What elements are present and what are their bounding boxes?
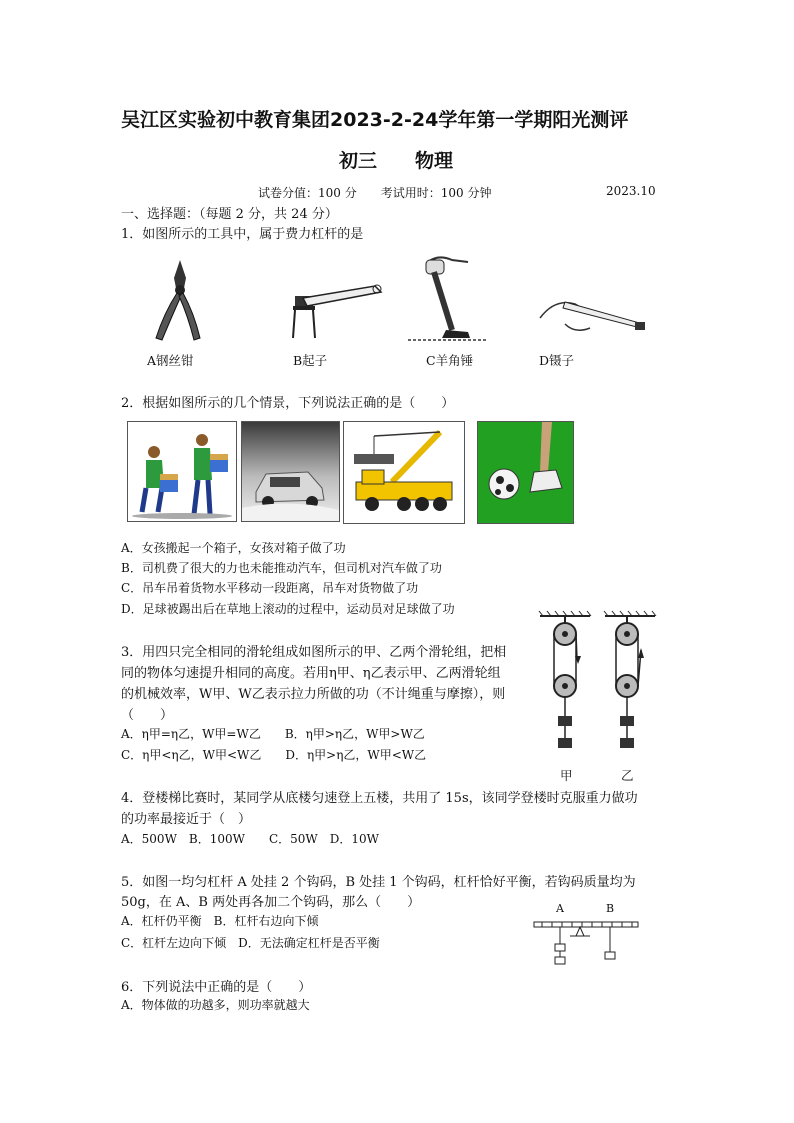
pliers-illustration [150, 258, 210, 343]
exam-date: 2023.10 [606, 184, 656, 198]
q4-line-2: 的功率最接近于（ ） [121, 812, 252, 827]
section-heading: 一、选择题：（每题 2 分，共 24 分） [121, 207, 338, 222]
car-in-snow-photo [241, 421, 340, 522]
q1-option-a-label: A钢丝钳 [147, 353, 194, 368]
q5-options-row-1: A．杠杆仍平衡 B．杠杆右边向下倾 [121, 914, 319, 928]
q1-stem: 1．如图所示的工具中，属于费力杠杆的是 [121, 227, 364, 242]
lever-diagram [532, 912, 642, 974]
q1-option-b-label: B起子 [293, 353, 328, 368]
q2-option-b: B．司机费了很大的力也未能推动汽车，但司机对汽车做了功 [121, 561, 442, 575]
q2-stem: 2．根据如图所示的几个情景，下列说法正确的是（ ） [121, 396, 455, 411]
lever-label-b: B [606, 902, 615, 915]
girl-lifting-box-photo [127, 421, 237, 522]
q6-option-a: A．物体做的功越多，则功率就越大 [121, 998, 310, 1012]
tweezers-illustration [535, 288, 650, 338]
q3-line-1: 3．用四只完全相同的滑轮组成如图所示的甲、乙两个滑轮组，把相 [121, 645, 507, 660]
q5-line-1: 5．如图一均匀杠杆 A 处挂 2 个钩码，B 处挂 1 个钩码，杠杆恰好平衡，若钩码质量均为 [121, 875, 636, 890]
q3-line-2: 同的物体匀速提升相同的高度。若用η甲、η乙表示甲、乙两滑轮组 [121, 666, 501, 681]
q5-line-2: 50g，在 A、B 两处再各加二个钩码，那么（ ） [121, 895, 421, 910]
exam-subtitle: 初三 物理 [339, 150, 454, 172]
q3-line-4: （ ） [121, 708, 174, 723]
q4-line-1: 4．登楼梯比赛时，某同学从底楼匀速登上五楼，共用了 15s，该同学登楼时克服重力做功 [121, 791, 638, 806]
claw-hammer-illustration [408, 252, 488, 347]
crane-truck-photo [343, 421, 465, 524]
pulley-label-jia: 甲 [560, 768, 573, 783]
q4-options: A．500W B．100W C．50W D．10W [121, 832, 379, 846]
exam-info: 试卷分值：100 分 考试用时：100 分钟 [258, 186, 492, 200]
q1-option-c-label: C羊角锤 [426, 353, 474, 368]
bottle-opener-illustration [285, 280, 385, 340]
exam-title: 吴江区实验初中教育集团2023-2-24学年第一学期阳光测评 [121, 109, 629, 131]
q2-option-d: D．足球被踢出后在草地上滚动的过程中，运动员对足球做了功 [121, 602, 455, 616]
lever-label-a: A [556, 902, 564, 915]
q3-line-3: 的机械效率，W甲、W乙表示拉力所做的功（不计绳重与摩擦），则 [121, 687, 506, 702]
soccer-kick-photo [477, 421, 574, 524]
pulley-systems-diagram [535, 610, 660, 770]
q3-options-row-1: A．η甲=η乙，W甲=W乙 B．η甲>η乙，W甲>W乙 [121, 727, 425, 741]
q1-option-d-label: D镊子 [539, 353, 575, 368]
pulley-label-yi: 乙 [621, 768, 634, 783]
q3-options-row-2: C．η甲<η乙，W甲<W乙 D．η甲>η乙，W甲<W乙 [121, 748, 427, 762]
q2-option-c: C．吊车吊着货物水平移动一段距离，吊车对货物做了功 [121, 581, 419, 595]
q2-option-a: A．女孩搬起一个箱子，女孩对箱子做了功 [121, 541, 346, 555]
q5-options-row-2: C．杠杆左边向下倾 D．无法确定杠杆是否平衡 [121, 936, 380, 950]
q6-stem: 6．下列说法中正确的是（ ） [121, 980, 312, 995]
